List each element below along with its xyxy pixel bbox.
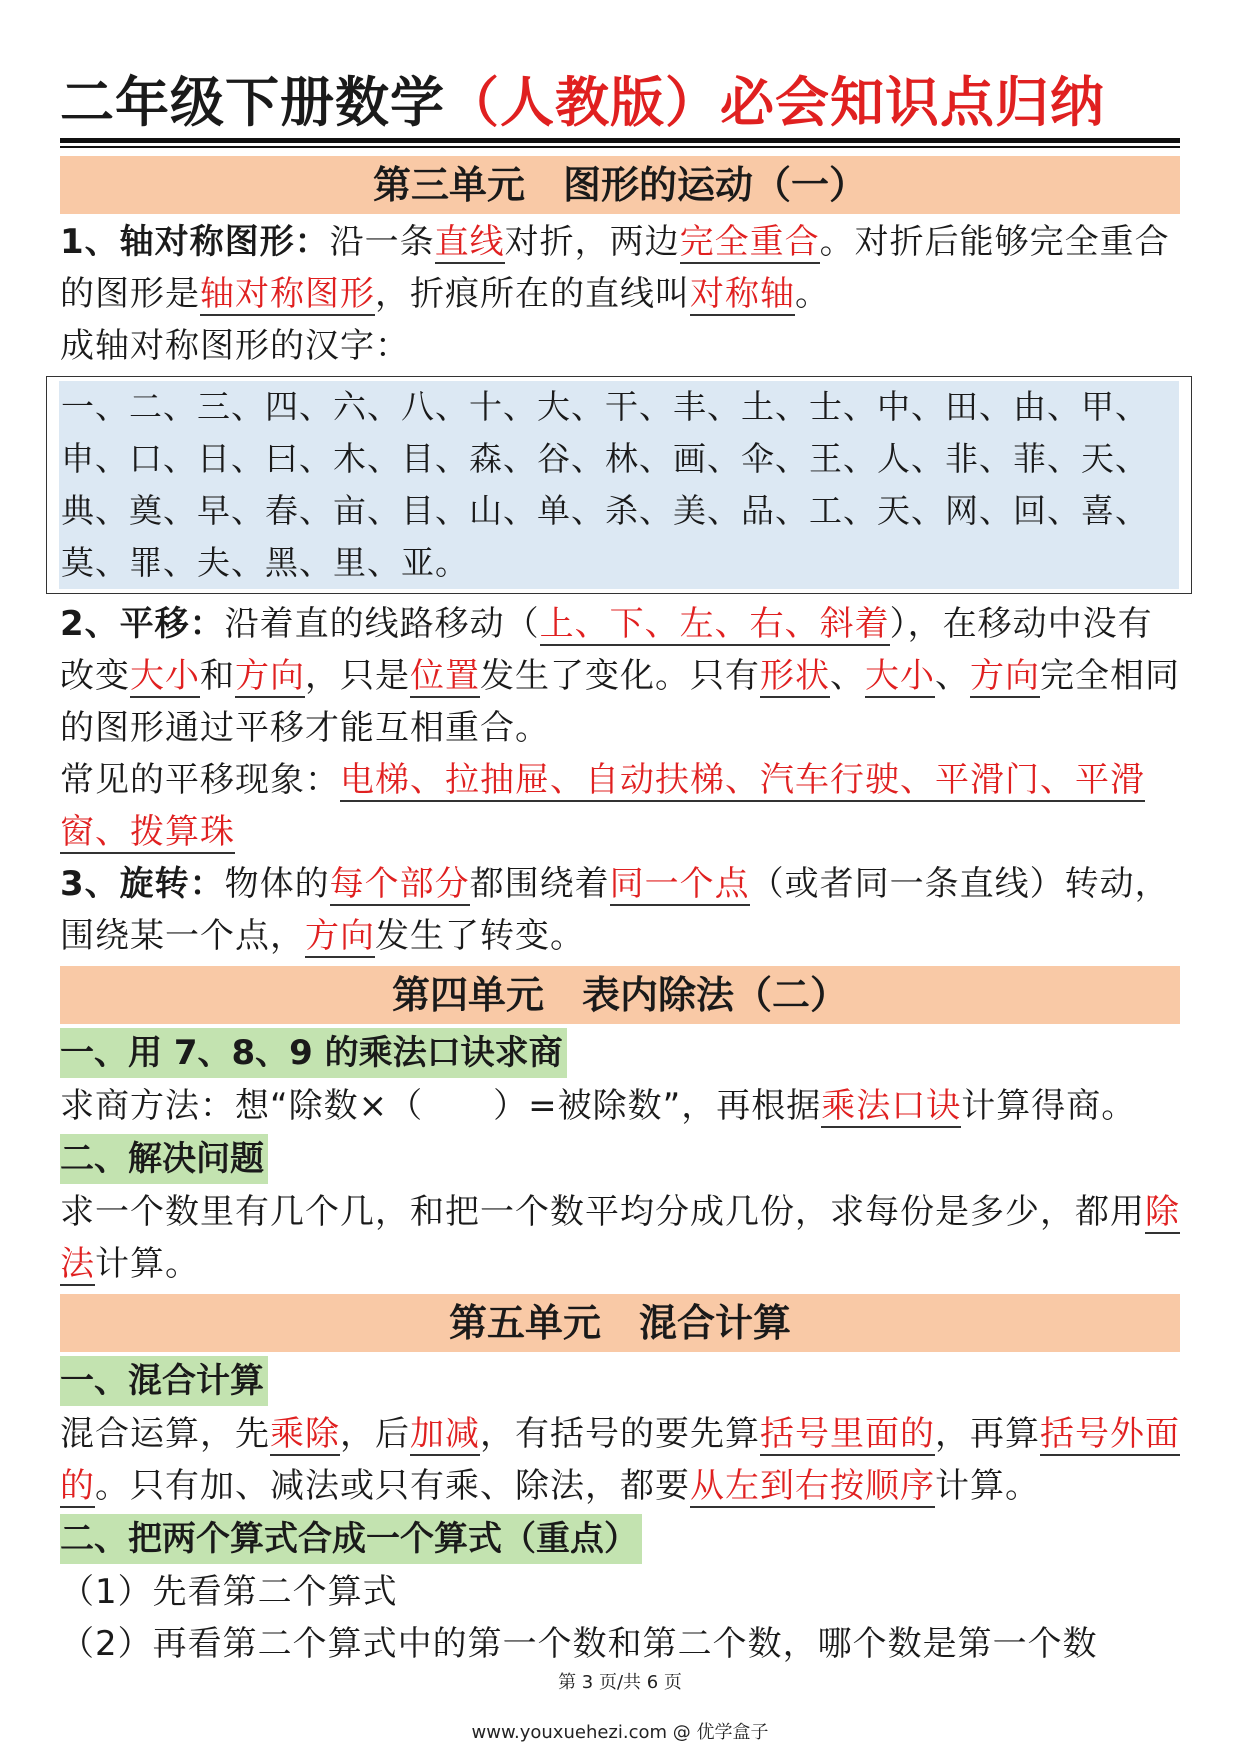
unit5-heading: 第五单元 混合计算 [60, 1294, 1180, 1352]
symmetric-characters-box [46, 376, 1192, 594]
unit5-subheading-2: 二、把两个算式合成一个算式（重点） [60, 1514, 642, 1564]
unit5-subheading-1: 一、混合计算 [60, 1356, 268, 1406]
symmetric-characters-list: 一、二、三、四、六、八、十、大、干、丰、土、士、中、田、由、甲、申、口、日、曰、木、目、森、谷、林、画、伞、王、人、非、菲、天、典、奠、早、春、亩、目、山、单、杀、美、品、工、天、网、回、喜、莫、罪、夫、黑、里、亚。 [59, 381, 1179, 589]
title-rule-thin [60, 146, 1180, 148]
document-page [60, 70, 1180, 1670]
unit4-heading: 第四单元 表内除法（二） [60, 966, 1180, 1024]
document-title [60, 70, 1180, 136]
unit4-subheading-2: 二、解决问题 [60, 1134, 268, 1184]
unit5-step-1: （1）先看第二个算式 [60, 1572, 398, 1612]
unit4-paragraph-1: 求商方法：想“除数×（ ）=被除数”，再根据乘法口诀计算得商。 [60, 1086, 1137, 1126]
title-part-summary: 必会知识点归纳 [720, 71, 1105, 134]
unit4-paragraph-2: 求一个数里有几个几，和把一个数平均分成几份，求每份是多少，都用除法计算。 [60, 1192, 1180, 1284]
chars-intro: 成轴对称图形的汉字： [60, 326, 410, 366]
title-part-edition: （人教版） [445, 71, 720, 134]
title-part-grade: 二年级下册数学 [60, 71, 445, 134]
unit3-section2: 2、平移：沿着直的线路移动（上、下、左、右、斜着），在移动中没有改变大小和方向，只是位置发生了变化。只有形状、大小、方向完全相同的图形通过平移才能互相重合。 [60, 604, 1180, 748]
unit3-heading: 第三单元 图形的运动（一） [60, 156, 1180, 214]
page-number: 第 3 页/共 6 页 [558, 1672, 682, 1693]
unit5-paragraph-1: 混合运算，先乘除，后加减，有括号的要先算括号里面的，再算括号外面的。只有加、减法或只有乘、除法，都要从左到右按顺序计算。 [60, 1414, 1180, 1506]
translation-examples: 常见的平移现象：电梯、拉抽屉、自动扶梯、汽车行驶、平滑门、平滑窗、拨算珠 [60, 760, 1145, 852]
unit3-section3: 3、旋转：物体的每个部分都围绕着同一个点（或者同一条直线）转动，围绕某一个点，方向发生了转变。 [60, 864, 1170, 956]
unit4-subheading-1: 一、用 7、8、9 的乘法口诀求商 [60, 1028, 567, 1078]
unit5-step-2: （2）再看第二个算式中的第一个数和第二个数，哪个数是第一个数 [60, 1624, 1098, 1664]
title-rule-thick [60, 138, 1180, 143]
site-watermark: www.youxuehezi.com @ 优学盒子 [471, 1722, 769, 1743]
unit3-section1: 1、轴对称图形：沿一条直线对折，两边完全重合。对折后能够完全重合的图形是轴对称图形，折痕所在的直线叫对称轴。 [60, 222, 1170, 314]
